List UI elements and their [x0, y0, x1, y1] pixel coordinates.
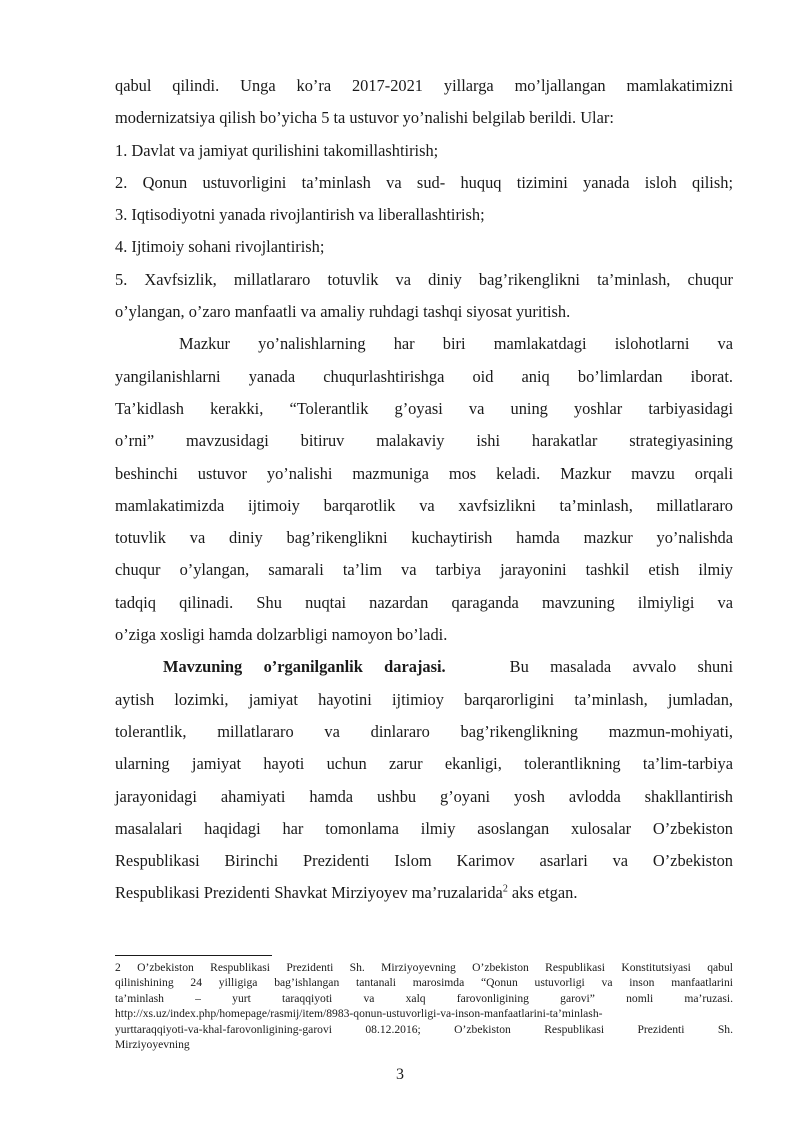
section-paragraph-first-line: [115, 651, 733, 683]
list-item: 3. Iqtisodiyotni yanada rivojlantirish va liberallashtirish;: [115, 205, 485, 225]
text-line: jarayonidagi ahamiyati hamda ushbu g’oyani yosh avlodda shakllantirish: [115, 786, 733, 806]
list-item: 5. Xavfsizlik, millatlararo totuvlik va diniy bag’rikenglikni ta’minlash, chuqur: [115, 269, 733, 289]
page-number: 3: [396, 1066, 404, 1083]
text-line: tolerantlik, millatlararo va dinlararo bag’rikenglikning mazmun-mohiyati,: [115, 721, 733, 741]
text-line: Ta’kidlash kerakki, “Tolerantlik g’oyasi va uning yoshlar tarbiyasidagi: [115, 398, 733, 418]
footnote-line: qilinishining 24 yilligiga bag’ishlangan tantanali marosimda “Qonun ustuvorligi va inson manfaatlarini: [115, 976, 733, 990]
text-line: mamlakatimizda ijtimoiy barqarotlik va xavfsizlikni ta’minlash, millatlararo: [115, 495, 733, 515]
page-body: [115, 70, 733, 910]
footnote-line: Mirziyoyevning: [115, 1038, 190, 1051]
text-line: o’rni” mavzusidagi bitiruv malakaviy ishi harakatlar strategiyasining: [115, 431, 733, 451]
footnote-reference[interactable]: 2: [502, 883, 508, 895]
footnote-separator: [115, 955, 272, 956]
footnote-line: yurttaraqqiyoti-va-khal-farovonligining-garovi 08.12.2016; O’zbekiston Respublikasi Prezidenti Sh.: [115, 1022, 733, 1036]
main-text: [115, 70, 733, 910]
text-line: o’ziga xosligi hamda dolzarbligi namoyon bo’ladi.: [115, 625, 448, 645]
text-line: beshinchi ustuvor yo’nalishi mazmuniga mos keladi. Mazkur mavzu orqali: [115, 463, 733, 483]
text-line: tadqiq qilinadi. Shu nuqtai nazardan qaraganda mavzuning ilmiyligi va: [115, 592, 733, 612]
text-line: ularning jamiyat hayoti uchun zarur ekanligi, tolerantlikning ta’lim-tarbiya: [115, 754, 733, 774]
text-line: modernizatsiya qilish bo’yicha 5 ta ustuvor yo’nalishi belgilab berildi. Ular:: [115, 108, 614, 128]
section-heading: Mavzuning o’rganilganlik darajasi.: [163, 657, 446, 677]
footnote-line: 2 O’zbekiston Respublikasi Prezidenti Sh. Mirziyoyevning O’zbekiston Respublikasi Konstitutsiyasi qabul: [115, 961, 733, 974]
list-item-continuation: o’ylangan, o’zaro manfaatli va amaliy ruhdagi tashqi siyosat yuritish.: [115, 302, 571, 322]
text-line: masalalari haqidagi har tomonlama ilmiy asoslangan xulosalar O’zbekiston: [115, 818, 733, 838]
footnote-link[interactable]: http://xs.uz/index.php/homepage/rasmij/item/8983-qonun-ustuvorligi-va-inson-manfaatlarini-ta’minlash-: [115, 1007, 603, 1021]
list-item: 2. Qonun ustuvorligini ta’minlash va sud- huquq tizimini yanada isloh qilish;: [115, 172, 733, 192]
text-line: yangilanishlarni yanada chuqurlashtirishga oid aniq bo’limlardan iborat.: [115, 366, 733, 386]
text-line: aytish lozimki, jamiyat hayotini ijtimioy barqarorligini ta’minlash, jumladan,: [115, 689, 733, 709]
text-line: Mazkur yo’nalishlarning har biri mamlakatdagi islohotlarni va: [179, 334, 733, 354]
text-line-with-footnote: [115, 877, 733, 909]
text-line: totuvlik va diniy bag’rikenglikni kuchaytirish hamda mazkur yo’nalishda: [115, 528, 733, 548]
text-line: chuqur o’ylangan, samarali ta’lim va tarbiya jarayonini tashkil etish ilmiy: [115, 560, 733, 580]
text-line: Respublikasi Birinchi Prezidenti Islom Karimov asarlari va O’zbekiston: [115, 851, 733, 871]
list-item: 4. Ijtimoiy sohani rivojlantirish;: [115, 237, 325, 257]
footnote-line: ta’minlash – yurt taraqqiyoti va xalq farovonligining garovi” nomli ma’ruzasi.: [115, 991, 733, 1005]
text-line: qabul qilindi. Unga ko’ra 2017-2021 yillarga mo’ljallangan mamlakatimizni: [115, 76, 733, 95]
text-span: Bu masalada avvalo shuni: [509, 657, 733, 677]
text-span: Respublikasi Prezidenti Shavkat Mirziyoyev ma’ruzalarida: [115, 883, 503, 903]
text-span: aks etgan.: [507, 883, 578, 903]
list-item: 1. Davlat va jamiyat qurilishini takomillashtirish;: [115, 140, 439, 160]
